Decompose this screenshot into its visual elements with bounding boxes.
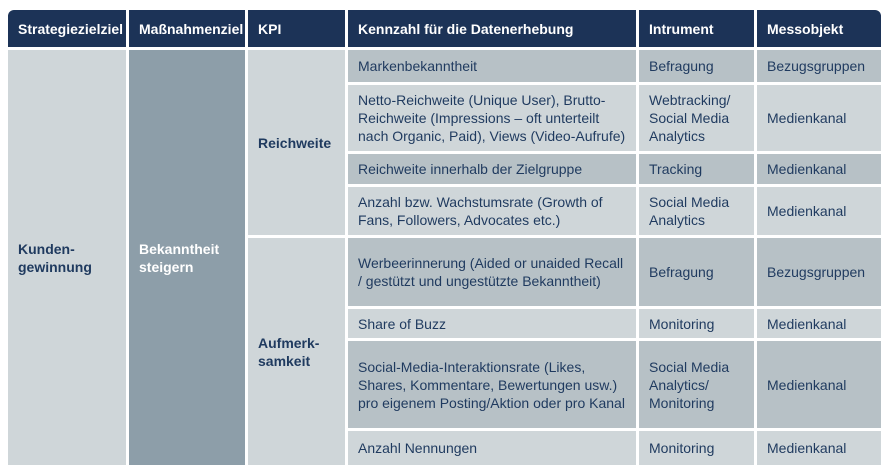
- instrument-cell: [639, 309, 754, 338]
- messobjekt-cell: [757, 154, 881, 184]
- messobjekt-cell: [757, 309, 881, 338]
- messobjekt-cell: [757, 431, 881, 465]
- messobjekt-cell-text: Medienkanal: [767, 315, 847, 332]
- measure-cell: [129, 50, 245, 465]
- kennzahl-cell-text: Reichweite innerhalb der Zielgruppe: [358, 161, 583, 177]
- instrument-cell-text: Befragung: [649, 264, 714, 280]
- instrument-cell: [639, 85, 754, 151]
- kennzahl-cell-text: Share of Buzz: [358, 315, 446, 332]
- measure-cell-text: Bekanntheit steigern: [139, 240, 220, 275]
- instrument-cell-text: Monitoring: [649, 315, 715, 332]
- messobjekt-cell: [757, 85, 881, 151]
- kpi-group-cell-text: Reichweite: [258, 134, 332, 151]
- header-cell: [248, 10, 345, 47]
- kennzahl-cell: [348, 85, 636, 151]
- kennzahl-cell-text: Anzahl Nennungen: [358, 440, 478, 456]
- instrument-cell-text: Tracking: [649, 161, 703, 177]
- messobjekt-cell: [757, 341, 881, 428]
- kennzahl-cell-text: Netto-Reichweite (Unique User), Brutto-Reichweite (Impressions – oft unterteilt nach Organic, Paid), Views (Video-Aufrufe): [358, 92, 626, 144]
- messobjekt-cell-text: Bezugsgruppen: [767, 58, 866, 74]
- instrument-cell: [639, 341, 754, 428]
- header-cell-text: Kennzahl für die Datenerhebung: [358, 20, 574, 37]
- header-cell: [757, 10, 881, 47]
- messobjekt-cell-text: Medienkanal: [767, 110, 847, 126]
- kennzahl-cell-text: Anzahl bzw. Wachstumsrate (Growth of Fans, Followers, Advocates etc.): [358, 194, 603, 228]
- messobjekt-cell: [757, 238, 881, 306]
- instrument-cell-text: Befragung: [649, 58, 714, 74]
- header-cell-text: KPI: [258, 20, 282, 37]
- instrument-cell-text: Social Media Analytics: [649, 194, 730, 228]
- header-cell-text: Maßnahmenziel: [139, 20, 244, 37]
- header-cell: [129, 10, 245, 47]
- kennzahl-cell: [348, 341, 636, 428]
- instrument-cell: [639, 187, 754, 235]
- header-cell: [348, 10, 636, 47]
- instrument-cell: [639, 154, 754, 184]
- strategy-cell-text: Kunden- gewinnung: [18, 240, 92, 275]
- instrument-cell: [639, 238, 754, 306]
- kpi-group-cell: [248, 50, 345, 235]
- kennzahl-cell: [348, 154, 636, 184]
- instrument-cell: [639, 50, 754, 82]
- instrument-cell: [639, 431, 754, 465]
- instrument-cell-text: Webtracking/ Social Media Analytics: [649, 92, 731, 144]
- header-cell-text: Messobjekt: [767, 20, 844, 37]
- kpi-group-cell-text: Aufmerk- samkeit: [258, 334, 320, 369]
- messobjekt-cell-text: Medienkanal: [767, 161, 847, 177]
- kennzahl-cell: [348, 238, 636, 306]
- kennzahl-cell: [348, 187, 636, 235]
- kennzahl-cell-text: Werbeerinnerung (Aided or unaided Recall / gestützt und ungestützte Bekanntheit): [358, 255, 624, 289]
- kennzahl-cell: [348, 50, 636, 82]
- header-cell-text: Strategiezielziel: [18, 20, 124, 37]
- messobjekt-cell: [757, 50, 881, 82]
- strategy-cell: [8, 50, 126, 465]
- instrument-cell-text: Social Media Analytics/ Monitoring: [649, 358, 730, 411]
- messobjekt-cell-text: Medienkanal: [767, 203, 847, 219]
- kpi-group-cell: [248, 238, 345, 465]
- header-cell: [639, 10, 754, 47]
- messobjekt-cell: [757, 187, 881, 235]
- messobjekt-cell-text: Medienkanal: [767, 376, 847, 393]
- header-cell: [8, 10, 126, 47]
- kennzahl-cell: [348, 309, 636, 338]
- header-cell-text: Intrument: [649, 20, 714, 37]
- kennzahl-cell: [348, 431, 636, 465]
- instrument-cell-text: Monitoring: [649, 440, 715, 456]
- kennzahl-cell-text: Social-Media-Interaktionsrate (Likes, Shares, Kommentare, Bewertungen usw.) pro eigenem Posting/Aktion oder pro Kanal: [358, 358, 625, 411]
- messobjekt-cell-text: Medienkanal: [767, 440, 847, 456]
- kennzahl-cell-text: Markenbekanntheit: [358, 58, 478, 74]
- messobjekt-cell-text: Bezugsgruppen: [767, 264, 866, 280]
